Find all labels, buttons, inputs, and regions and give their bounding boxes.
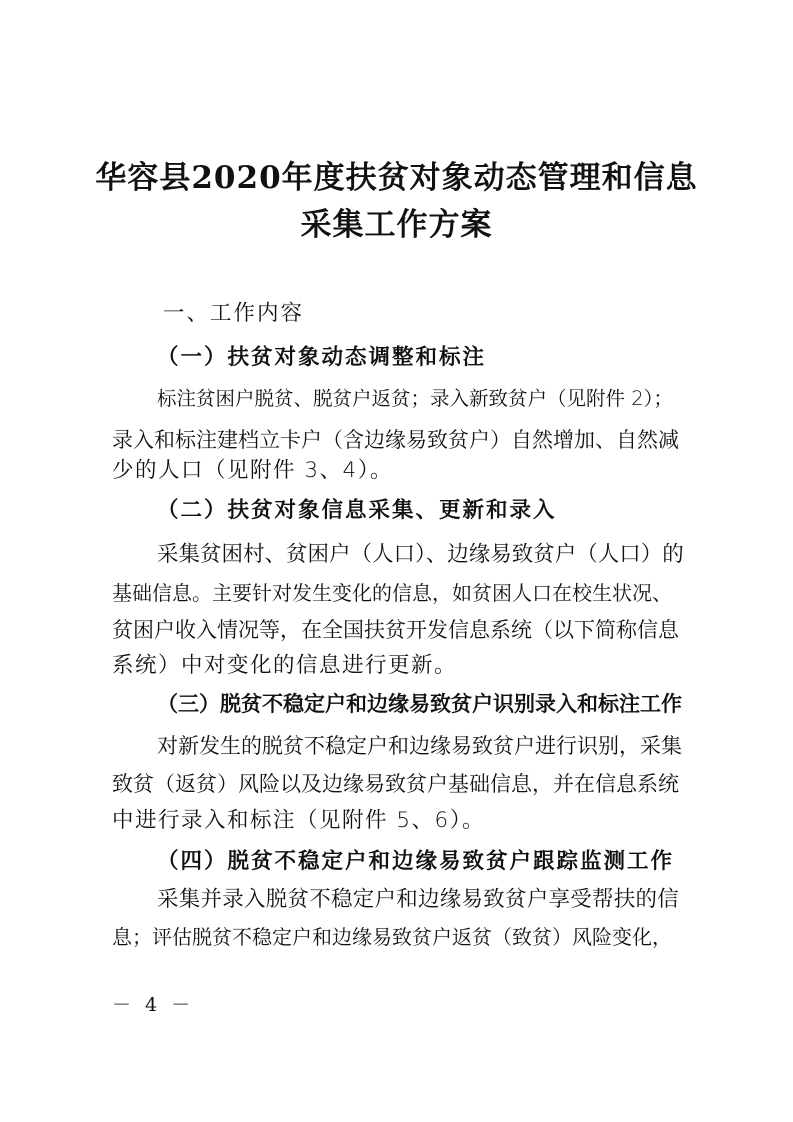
section-heading: 一、工作内容 xyxy=(163,301,305,326)
paragraph-line: 中进行录入和标注（见附件 5、6）。 xyxy=(112,808,485,833)
paragraph-line: 采集贫困村、贫困户（人口）、边缘易致贫户（人口）的 xyxy=(157,542,684,567)
paragraph-line: 对新发生的脱贫不稳定户和边缘易致贫户进行识别，采集 xyxy=(157,734,682,758)
subsection-heading-4: （四）脱贫不稳定户和边缘易致贫户跟踪监测工作 xyxy=(157,849,675,874)
title-line-1: 华容县2020年度扶贫对象动态管理和信息 xyxy=(95,160,698,196)
paragraph-line: 采集并录入脱贫不稳定户和边缘易致贫户享受帮扶的信 xyxy=(157,887,680,912)
paragraph-line: 系统）中对变化的信息进行更新。 xyxy=(112,653,458,678)
paragraph-line: 基础信息。主要针对发生变化的信息，如贫困人口在校生状况、 xyxy=(112,581,672,605)
paragraph-line: 录入和标注建档立卡户（含边缘易致贫户）自然增加、自然减 xyxy=(112,428,679,452)
page-number: － 4 － xyxy=(112,994,195,1016)
subsection-heading-2: （二）扶贫对象信息采集、更新和录入 xyxy=(157,498,557,523)
paragraph-line: 致贫（返贫）风险以及边缘易致贫户基础信息，并在信息系统 xyxy=(112,772,679,796)
subsection-heading-3: （三）脱贫不稳定户和边缘易致贫户识别录入和标注工作 xyxy=(157,692,682,716)
title-line-2: 采集工作方案 xyxy=(300,207,493,243)
paragraph-line: 少的人口（见附件 3、4）。 xyxy=(112,458,393,483)
paragraph-line: 贫困户收入情况等，在全国扶贫开发信息系统（以下简称信息 xyxy=(112,618,679,642)
subsection-heading-1: （一）扶贫对象动态调整和标注 xyxy=(157,345,487,370)
paragraph-line: 息；评估脱贫不稳定户和边缘易致贫户返贫（致贫）风险变化， xyxy=(112,925,672,949)
paragraph-line: 标注贫困户脱贫、脱贫户返贫；录入新致贫户（见附件 2）； xyxy=(157,387,673,410)
